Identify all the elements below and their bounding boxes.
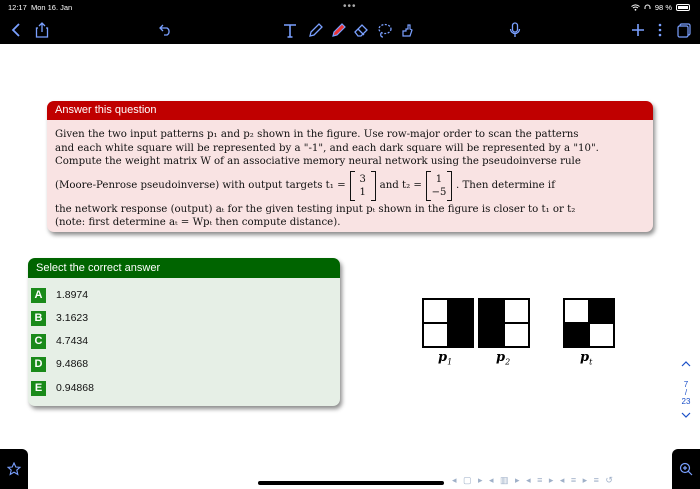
pattern-p1: [422, 298, 474, 348]
option-value[interactable]: 0.94868: [56, 382, 94, 394]
pattern-cell: [504, 323, 529, 347]
label-letter: p: [496, 350, 506, 365]
pattern-pt: [563, 298, 615, 348]
pattern-label-p1: [438, 350, 452, 367]
t1-vector: [350, 171, 376, 201]
page-navigator: [676, 360, 696, 421]
text-tool-icon[interactable]: [282, 20, 298, 40]
pattern-p2: [478, 298, 530, 348]
zoom-icon: [679, 462, 693, 476]
question-line: Compute the weight matrix W of an associative memory neural network using the pseudoinverse rule: [55, 156, 581, 167]
top-bar: [0, 0, 700, 44]
page-separator: /: [684, 388, 688, 397]
home-indicator[interactable]: [258, 481, 444, 485]
option-value[interactable]: 3.1623: [56, 312, 89, 324]
question-line: . Then determine if: [455, 179, 555, 191]
option-letter[interactable]: D: [31, 357, 46, 372]
page-down-chevron-icon[interactable]: [676, 412, 696, 421]
question-line: and each white square will be represented by a "-1", and each dark square will be represented by a "10".: [55, 142, 599, 154]
pattern-cell: [423, 299, 448, 323]
question-line: the network response (output) aₜ for the given testing input pₜ shown in the figure is closer to t₁ or t₂: [55, 203, 576, 215]
multitasking-dots-icon[interactable]: •••: [343, 1, 357, 12]
label-subscript: 2: [505, 357, 511, 367]
option-value[interactable]: 1.8974: [56, 289, 89, 301]
option-letter[interactable]: A: [31, 288, 46, 303]
back-chevron-icon[interactable]: [8, 20, 24, 40]
beamer-navigation-symbols[interactable]: ◂ ▢ ▸ ◂ ▥ ▸ ◂ ≡ ▸ ◂ ≡ ▸ ≡ ↺: [452, 475, 615, 485]
share-icon[interactable]: [33, 20, 51, 40]
option-letter[interactable]: C: [31, 334, 46, 349]
pattern-cell: [589, 299, 614, 323]
t2-entry: −5: [431, 186, 447, 198]
question-line: (Moore-Penrose pseudoinverse) with output targets t₁ =: [55, 179, 346, 191]
pointer-icon[interactable]: [399, 20, 415, 40]
answer-option-d[interactable]: [31, 356, 88, 372]
answer-heading: Select the correct answer: [28, 258, 340, 278]
pattern-cell: [589, 323, 614, 347]
pattern-cell: [479, 299, 504, 323]
question-heading: Answer this question: [47, 101, 653, 120]
pattern-cell: [423, 323, 448, 347]
status-bar: [0, 0, 700, 14]
t1-entry: 1: [359, 186, 366, 198]
t2-entry: 1: [435, 173, 443, 185]
status-right: [631, 3, 690, 12]
pen-icon[interactable]: [307, 20, 323, 40]
time-text: 12:17: [8, 3, 27, 12]
question-body: [47, 120, 653, 230]
star-icon: [7, 462, 21, 476]
label-letter: p: [580, 350, 590, 365]
label-subscript: 1: [447, 357, 453, 367]
pattern-cell: [504, 299, 529, 323]
pattern-cell: [448, 323, 473, 347]
question-line: Given the two input patterns p₁ and p₂ shown in the figure. Use row-major order to scan the patterns: [55, 129, 579, 140]
plus-icon[interactable]: [630, 20, 646, 40]
question-line: and t₂ =: [379, 179, 422, 191]
answer-option-e[interactable]: [31, 380, 94, 396]
page-up-chevron-icon[interactable]: [676, 360, 696, 374]
battery-icon: [676, 4, 690, 11]
wifi-icon: [631, 4, 640, 11]
option-letter[interactable]: B: [31, 311, 46, 326]
t1-entry: 3: [359, 173, 366, 185]
eraser-icon[interactable]: [353, 20, 369, 40]
answer-option-a[interactable]: [31, 287, 88, 303]
battery-percent: 98 %: [654, 3, 672, 12]
pattern-cell: [479, 323, 504, 347]
pattern-cell: [564, 299, 589, 323]
microphone-icon[interactable]: [507, 20, 523, 40]
headphones-icon: [644, 4, 651, 11]
option-value[interactable]: 9.4868: [56, 358, 89, 370]
option-letter[interactable]: E: [31, 381, 46, 396]
pattern-label-p2: [496, 350, 510, 367]
answer-option-b[interactable]: [31, 310, 88, 326]
pattern-cell: [448, 299, 473, 323]
lasso-icon[interactable]: [376, 20, 392, 40]
option-value[interactable]: 4.7434: [56, 335, 89, 347]
question-targets-line: [55, 169, 645, 203]
t2-vector: [426, 171, 452, 201]
question-box: [47, 101, 653, 232]
pages-icon[interactable]: [676, 20, 692, 40]
favorite-button[interactable]: [0, 449, 28, 489]
page-total: 23: [681, 397, 691, 406]
answer-box: [28, 258, 340, 406]
pattern-label-pt: [580, 350, 592, 367]
undo-icon[interactable]: [158, 20, 174, 40]
status-time: [8, 3, 72, 12]
answer-option-c[interactable]: [31, 333, 88, 349]
date-text: Mon 16. Jan: [30, 3, 73, 12]
question-line: (note: first determine aₜ = Wpₜ then compute distance).: [55, 217, 341, 228]
zoom-button[interactable]: [672, 449, 700, 489]
pattern-cell: [564, 323, 589, 347]
label-subscript: t: [589, 357, 593, 367]
highlighter-icon[interactable]: [330, 20, 346, 40]
page-current: 7: [683, 380, 689, 389]
label-letter: p: [438, 350, 448, 365]
more-icon[interactable]: [655, 20, 665, 40]
